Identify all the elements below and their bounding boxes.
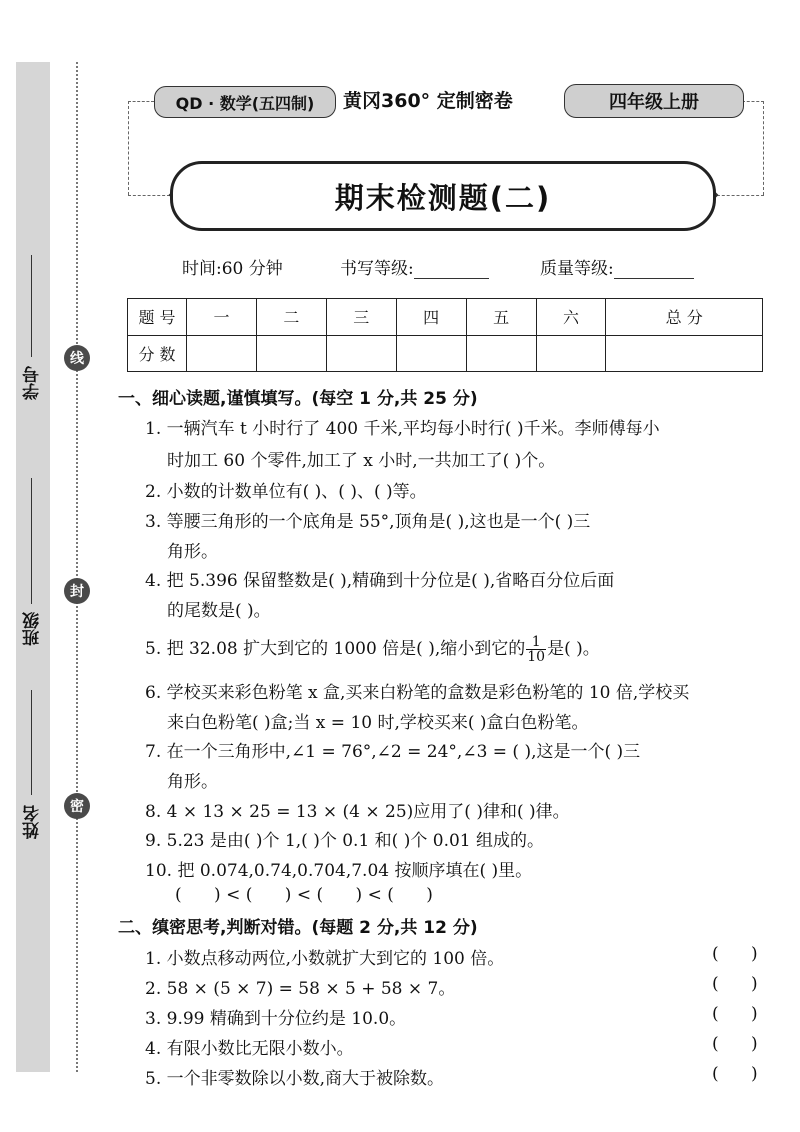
table-header-cell: 五 (466, 299, 536, 336)
binding-strip (16, 62, 50, 1072)
student-id-label: 学号 (23, 366, 43, 400)
time-text: 时间:60 分钟 (182, 259, 283, 279)
header-dash (712, 195, 764, 196)
table-row (128, 335, 763, 372)
question-line: 的尾数是( )。 (167, 601, 271, 621)
answer-paren[interactable]: ( ) (712, 944, 758, 964)
class-label: 班级 (23, 612, 43, 646)
question-line: 8. 4 × 13 × 25 = 13 × (4 × 25)应用了( )律和( )律。 (145, 802, 570, 822)
question-line: 2. 小数的计数单位有( )、( )、( )等。 (145, 482, 427, 502)
header-dash (742, 101, 764, 102)
table-row-label: 分 数 (128, 335, 187, 372)
judge-item: 2. 58 × (5 × 7) = 58 × 5 + 58 × 7。 (145, 979, 456, 999)
seal-seal: 封 (64, 578, 90, 604)
score-cell[interactable] (396, 335, 466, 372)
seal-line: 线 (64, 345, 90, 371)
series-tag: QD · 数学(五四制) (154, 86, 336, 118)
fraction-denominator: 10 (527, 649, 546, 665)
table-header-cell: 六 (536, 299, 606, 336)
question-line: 时加工 60 个零件,加工了 x 小时,一共加工了( )个。 (167, 451, 556, 471)
title-frame (170, 161, 716, 231)
question-line: 10. 把 0.074,0.74,0.704,7.04 按顺序填在( )里。 (145, 861, 533, 881)
question-line-fraction (145, 634, 600, 664)
score-cell[interactable] (606, 335, 763, 372)
question-line: 角形。 (167, 542, 218, 562)
fraction (526, 635, 546, 664)
table-header-cell: 一 (187, 299, 257, 336)
header-dash (128, 101, 129, 195)
score-cell[interactable] (466, 335, 536, 372)
quality-grade (540, 254, 694, 279)
student-id-blank (31, 255, 32, 357)
section1-title: 一、细心读题,谨慎填写。(每空 1 分,共 25 分) (118, 389, 478, 409)
judge-item: 1. 小数点移动两位,小数就扩大到它的 100 倍。 (145, 949, 505, 969)
table-row (128, 299, 763, 336)
name-label: 姓名 (23, 805, 43, 839)
writing-grade (340, 254, 489, 279)
question-text: 是( )。 (547, 639, 600, 659)
section2-title: 二、缜密思考,判断对错。(每题 2 分,共 12 分) (118, 918, 478, 938)
judge-item: 5. 一个非零数除以小数,商大于被除数。 (145, 1069, 445, 1089)
question-line: 6. 学校买来彩色粉笔 x 盒,买来白粉笔的盒数是彩色粉笔的 10 倍,学校买 (145, 683, 690, 703)
question-text: 5. 把 32.08 扩大到它的 1000 倍是( ),缩小到它的 (145, 639, 526, 659)
seal-secret: 密 (64, 793, 90, 819)
judge-item: 3. 9.99 精确到十分位约是 10.0。 (145, 1009, 407, 1029)
question-line: 9. 5.23 是由( )个 1,( )个 0.1 和( )个 0.01 组成的。 (145, 831, 545, 851)
table-header-cell: 三 (326, 299, 396, 336)
table-header-cell: 二 (256, 299, 326, 336)
question-line: 3. 等腰三角形的一个底角是 55°,顶角是( ),这也是一个( )三 (145, 512, 591, 532)
page-title: 期末检测题(二) (334, 180, 552, 215)
table-header-cell: 总 分 (606, 299, 763, 336)
question-line: 来白色粉笔( )盒;当 x = 10 时,学校买来( )盒白色粉笔。 (167, 713, 589, 733)
question-line: 4. 把 5.396 保留整数是( ),精确到十分位是( ),省略百分位后面 (145, 571, 615, 591)
score-cell[interactable] (326, 335, 396, 372)
fraction-numerator: 1 (526, 635, 546, 650)
table-header-cell: 四 (396, 299, 466, 336)
class-blank (31, 478, 32, 604)
header-dash (128, 195, 170, 196)
grade-tag: 四年级上册 (564, 84, 744, 118)
quality-grade-label: 质量等级: (540, 259, 614, 279)
question-line: 角形。 (167, 772, 218, 792)
header-dash (763, 101, 764, 195)
binding-dotted-line (76, 62, 78, 1072)
table-header-cell: 题 号 (128, 299, 187, 336)
name-blank (31, 690, 32, 795)
answer-paren[interactable]: ( ) (712, 974, 758, 994)
answer-paren[interactable]: ( ) (712, 1034, 758, 1054)
score-cell[interactable] (187, 335, 257, 372)
question-line: 7. 在一个三角形中,∠1 = 76°,∠2 = 24°,∠3 = ( ),这是一个( )三 (145, 742, 641, 762)
brand-text: 黄冈360° 定制密卷 (343, 90, 513, 112)
writing-grade-blank (414, 260, 489, 279)
judge-item: 4. 有限小数比无限小数小。 (145, 1039, 354, 1059)
score-table (127, 298, 763, 372)
question-line: 1. 一辆汽车 t 小时行了 400 千米,平均每小时行( )千米。李师傅每小 (145, 419, 660, 439)
question-line: ( ) < ( ) < ( ) < ( ) (175, 885, 433, 905)
writing-grade-label: 书写等级: (340, 259, 414, 279)
answer-paren[interactable]: ( ) (712, 1064, 758, 1084)
header-dash (128, 101, 154, 102)
score-cell[interactable] (536, 335, 606, 372)
answer-paren[interactable]: ( ) (712, 1004, 758, 1024)
score-cell[interactable] (256, 335, 326, 372)
quality-grade-blank (614, 260, 694, 279)
